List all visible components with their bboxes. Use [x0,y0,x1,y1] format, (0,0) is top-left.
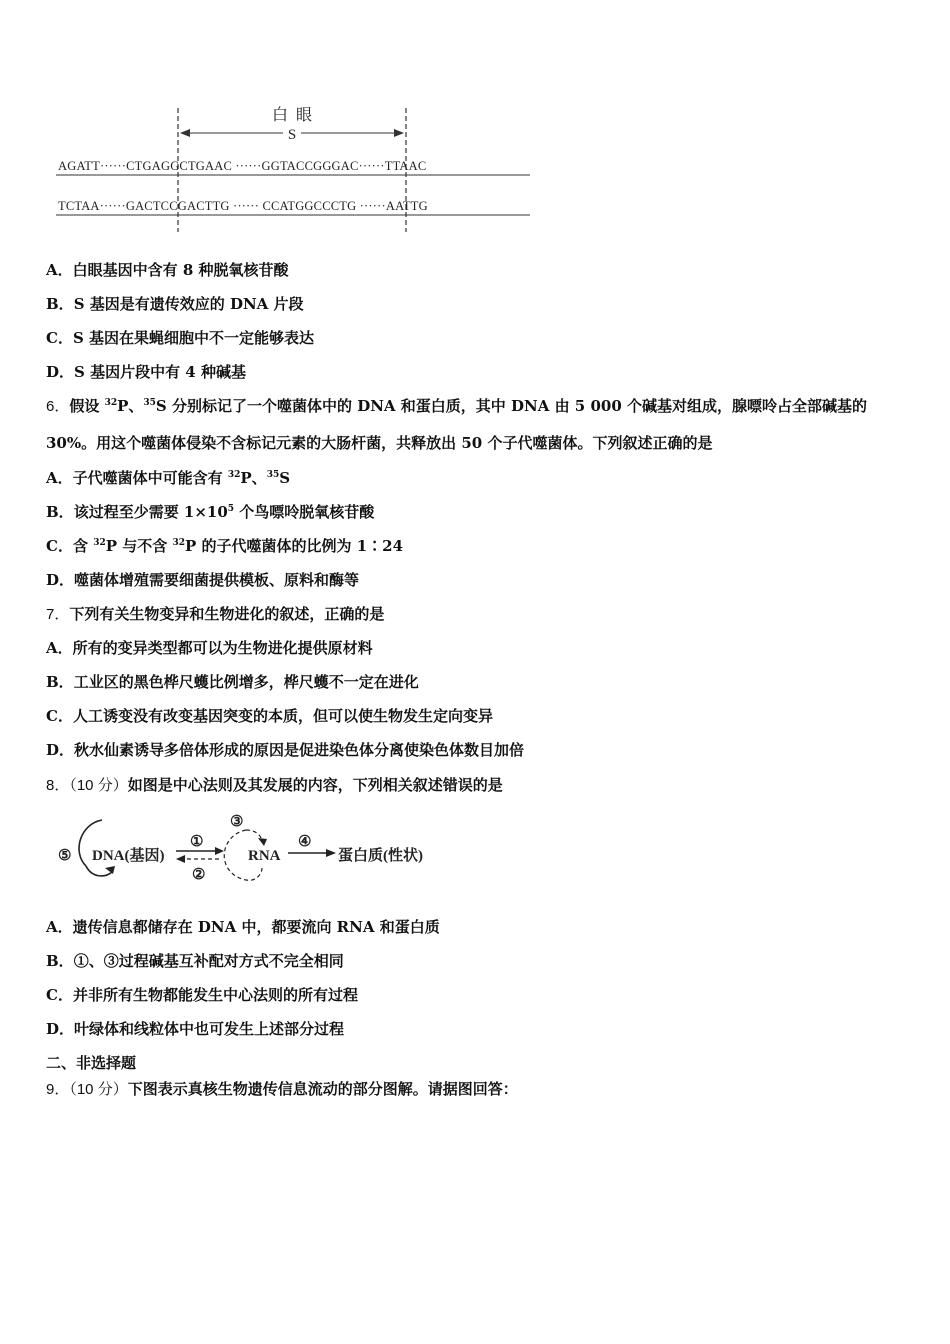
process-3-label: ③ [230,814,244,830]
q8-option-a: A．遗传信息都储存在 DNA 中，都要流向 RNA 和蛋白质 [46,918,440,936]
q5-option-a: A．白眼基因中含有 8 种脱氧核苷酸 [46,261,289,279]
section-heading-non-choice: 二、非选择题 [46,1054,137,1072]
rna-replication-arrowhead [258,838,267,846]
q7-option-d: D．秋水仙素诱导多倍体形成的原因是促进染色体分离使染色体数目加倍 [46,741,525,759]
q7-option-c: C．人工诱变没有改变基因突变的本质，但可以使生物发生定向变异 [46,707,493,725]
q6-option-d: D．噬菌体增殖需要细菌提供模板、原料和酶等 [46,571,360,589]
rna-label: RNA [248,848,281,864]
s-gene-label: S [287,127,297,143]
transcription-arrowhead [215,847,224,855]
q7-option-b: B．工业区的黑色桦尺蠖比例增多，桦尺蠖不一定在进化 [46,673,419,691]
reverse-transcription-arrowhead [176,855,185,863]
central-dogma-diagram [50,808,510,888]
q8-option-b: B．①、③过程碱基互补配对方式不完全相同 [46,952,344,970]
q5-option-d: D．S 基因片段中有 4 种碱基 [46,363,246,381]
translation-arrowhead [326,849,336,857]
span-arrow-right-head [394,129,404,137]
q5-option-c: C．S 基因在果蝇细胞中不一定能够表达 [46,329,315,347]
q7-stem: 7．下列有关生物变异和生物进化的叙述，正确的是 [46,605,385,623]
q5-option-b: B．S 基因是有遗传效应的 DNA 片段 [46,295,304,313]
q6-option-a: A．子代噬菌体中可能含有 $^{32}$P、$^{35}$S [46,469,291,487]
q9-stem: 9．（10 分）下图表示真核生物遗传信息流动的部分图解。请据图回答： [46,1080,518,1098]
q6-option-b: B．该过程至少需要 $1\times 10^5$ 个鸟嘌呤脱氧核苷酸 [46,503,375,521]
q6-stem-line2: 30%。用这个噬菌体侵染不含标记元素的大肠杆菌，共释放出 50 个子代噬菌体。下列叙述正确的是 [46,434,713,452]
span-arrow-left-head [180,129,190,137]
rna-replication-dashed-top [246,830,262,842]
process-4-label: ④ [298,834,312,850]
dna-bottom-strand: TCTAA······GACTCCGACTTG ······ CCATGGCCCTG ······AATTG [58,199,428,213]
q6-option-c: C．含 $^{32}$P 与不含 $^{32}$P 的子代噬菌体的比例为 1∶24 [46,537,404,555]
q8-option-c: C．并非所有生物都能发生中心法则的所有过程 [46,986,358,1004]
q6-stem-line1: 6．假设 $^{32}$P、$^{35}$S 分别标记了一个噬菌体中的 DNA 和蛋白质，其中 DNA 由 5 000 个碱基对组成，腺嘌呤占全部碱基的 [46,397,867,415]
process-5-label: ⑤ [58,848,72,864]
q8-option-d: D．叶绿体和线粒体中也可发生上述部分过程 [46,1020,345,1038]
q7-option-a: A．所有的变异类型都可以为生物进化提供原材料 [46,639,373,657]
white-eye-label: 白 眼 [271,107,313,124]
process-2-label: ② [192,867,206,883]
dna-gene-label: DNA(基因) [92,848,165,864]
white-eye-gene-figure [0,0,950,250]
protein-trait-label: 蛋白质(性状) [338,848,423,864]
process-1-label: ① [190,834,204,850]
dna-top-strand: AGATT······CTGAGGCTGAAC ······GGTACCGGGAC······TTAAC [58,159,427,173]
q8-stem: 8．（10 分）如图是中心法则及其发展的内容，下列相关叙述错误的是 [46,776,503,794]
